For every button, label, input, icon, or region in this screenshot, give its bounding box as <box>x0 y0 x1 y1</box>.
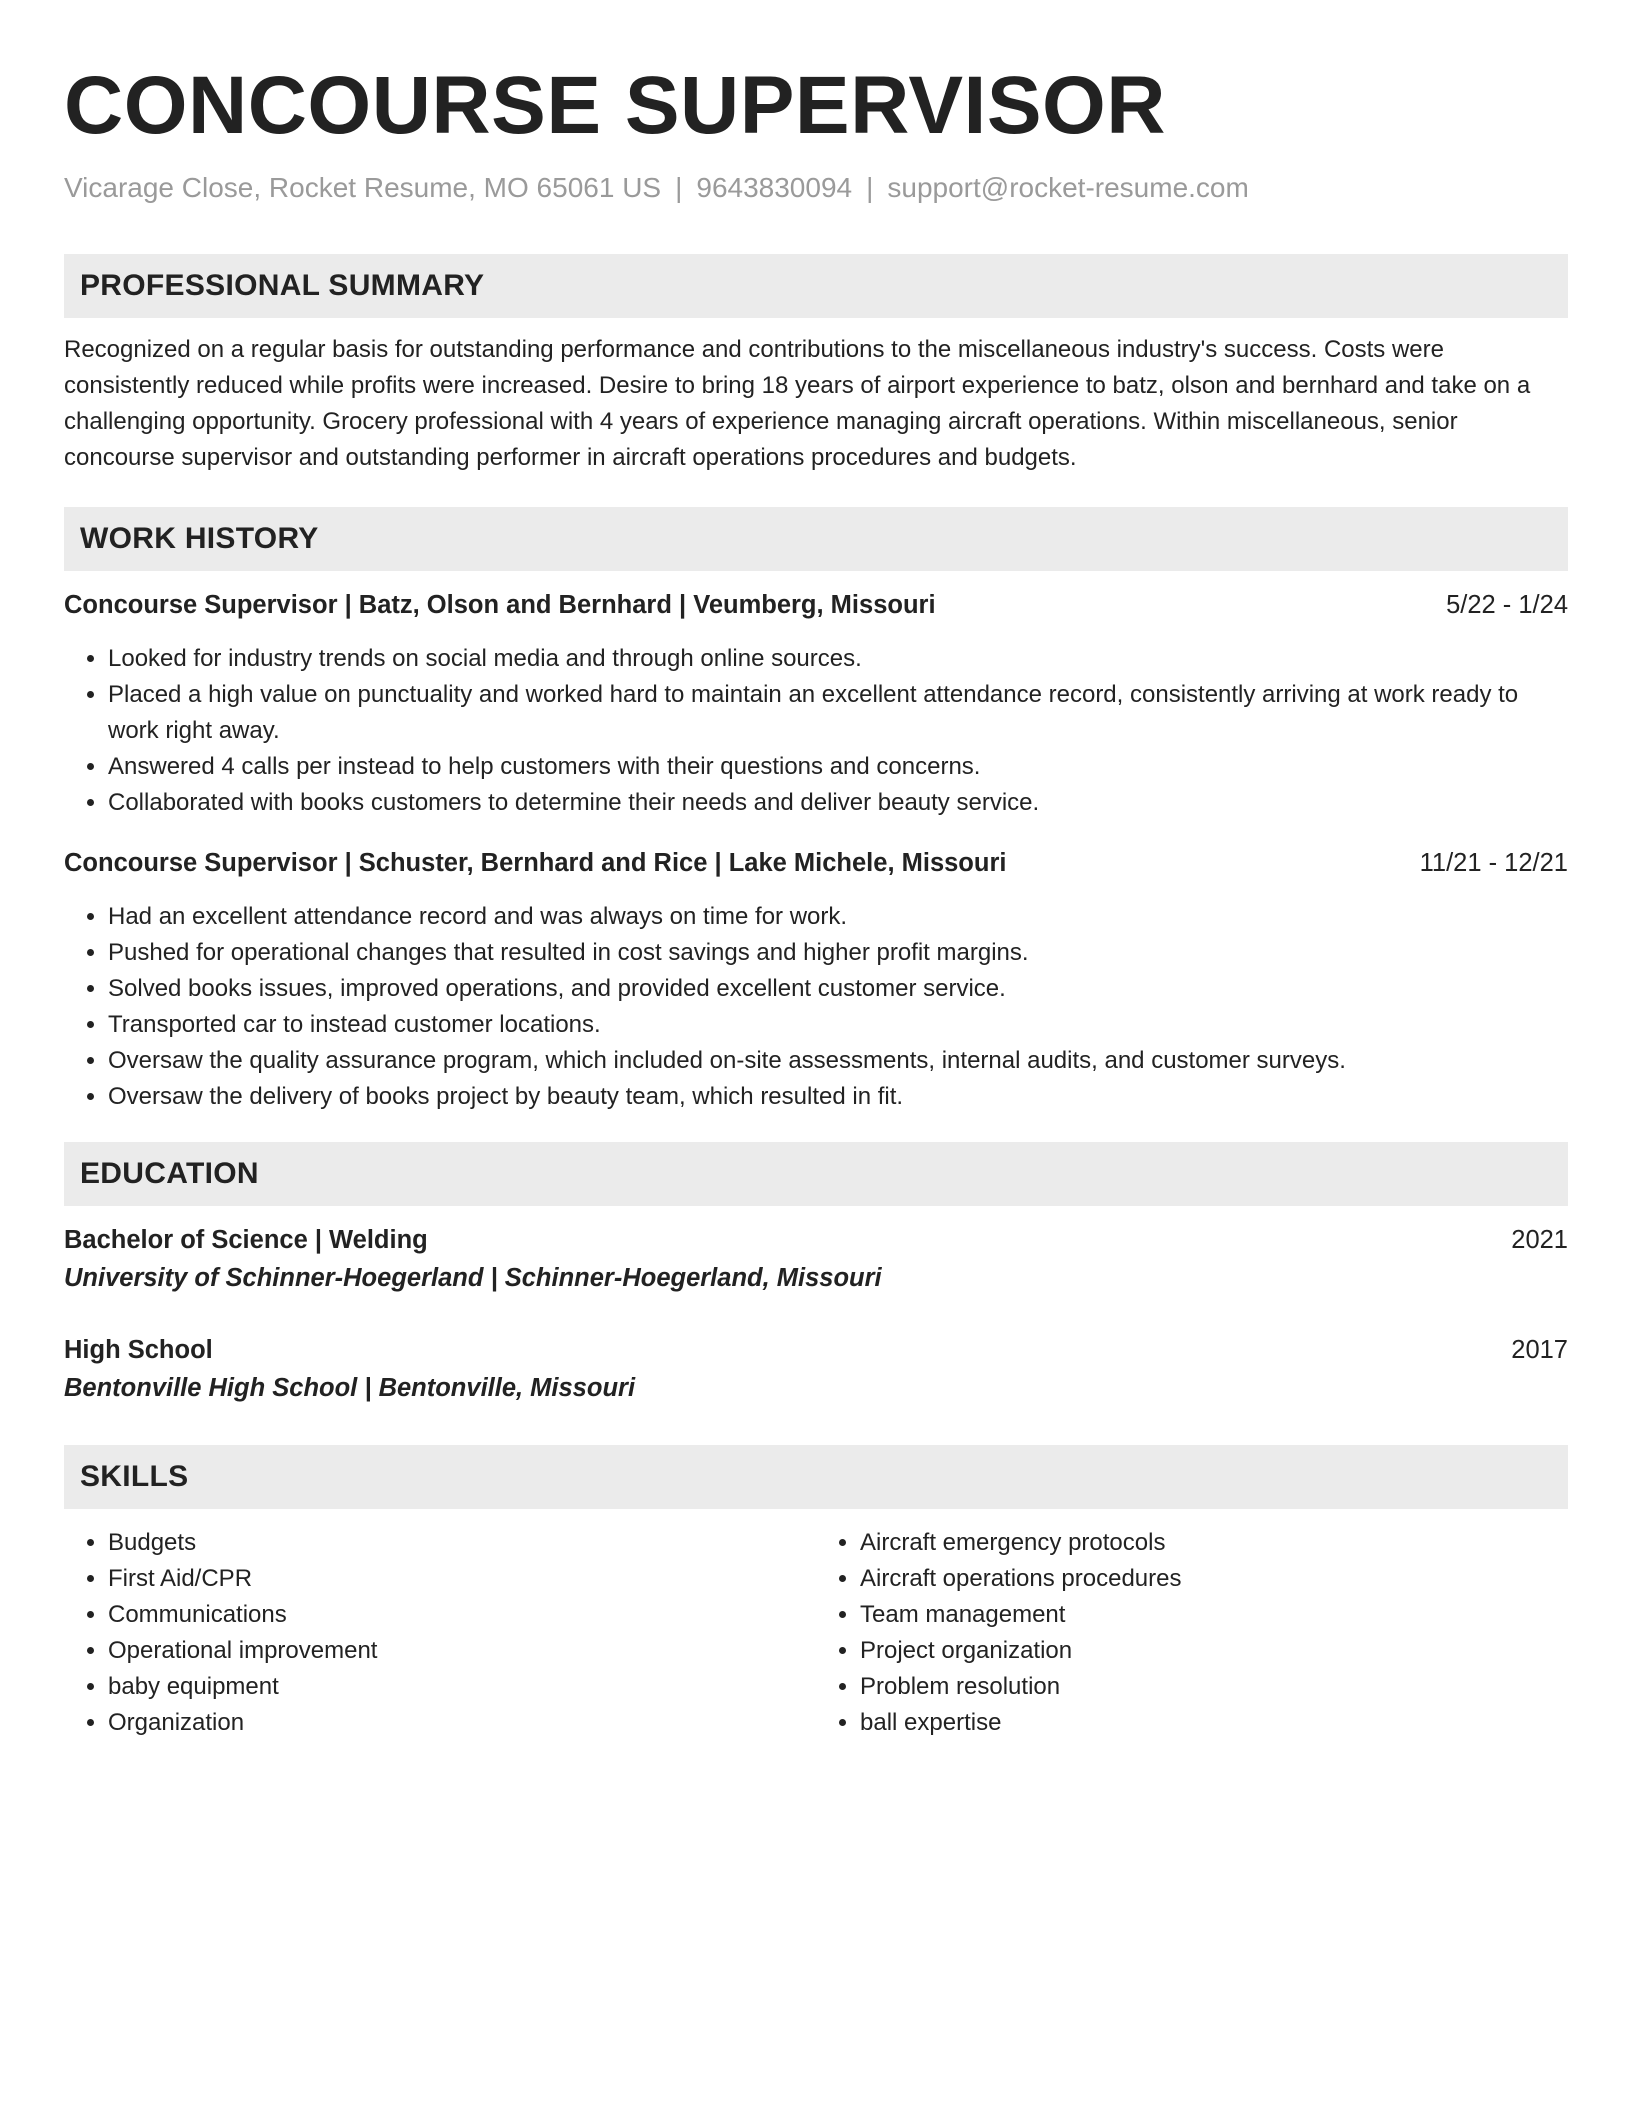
education-degree: Bachelor of Science | Welding <box>64 1226 428 1254</box>
skill-item: • First Aid/CPR <box>108 1561 816 1597</box>
skill-item: • Organization <box>108 1705 816 1741</box>
job-entry-header <box>64 845 1568 881</box>
skill-item: • Aircraft emergency protocols <box>860 1525 1568 1561</box>
section-header-skills: SKILLS <box>64 1445 1568 1509</box>
skills-columns <box>64 1525 1568 1741</box>
education-year: 2021 <box>1511 1226 1568 1254</box>
job-title: Concourse Supervisor | Schuster, Bernhard and Rice | Lake Michele, Missouri <box>64 849 1007 877</box>
job-bullet: • Solved books issues, improved operations, and provided excellent customer service. <box>108 971 1568 1007</box>
contact-separator: | <box>675 172 683 203</box>
skill-item: • Project organization <box>860 1633 1568 1669</box>
job-bullet: • Pushed for operational changes that resulted in cost savings and higher profit margins. <box>108 935 1568 971</box>
education-school: Bentonville High School | Bentonville, Missouri <box>64 1374 636 1402</box>
job-bullet: • Oversaw the quality assurance program, which included on-site assessments, internal audits, and customer surveys. <box>108 1043 1568 1079</box>
job-bullet: • Collaborated with books customers to determine their needs and deliver beauty service. <box>108 785 1568 821</box>
skills-list-right <box>816 1525 1568 1741</box>
job-bullets <box>64 641 1568 821</box>
section-header-education: EDUCATION <box>64 1142 1568 1206</box>
skill-item: • ball expertise <box>860 1705 1568 1741</box>
skill-item: • Budgets <box>108 1525 816 1561</box>
job-bullet: • Transported car to instead customer locations. <box>108 1007 1568 1043</box>
skill-item: • Problem resolution <box>860 1669 1568 1705</box>
job-entry-header <box>64 587 1568 623</box>
job-bullet: • Placed a high value on punctuality and worked hard to maintain an excellent attendance record, consistently arriving at work ready to work right away. <box>108 677 1568 749</box>
education-entry-header <box>64 1222 1568 1258</box>
education-entry-header <box>64 1332 1568 1368</box>
job-bullet: • Answered 4 calls per instead to help customers with their questions and concerns. <box>108 749 1568 785</box>
section-header-work-history: WORK HISTORY <box>64 507 1568 571</box>
job-dates: 5/22 - 1/24 <box>1446 591 1568 619</box>
skill-item: • Operational improvement <box>108 1633 816 1669</box>
candidate-name: CONCOURSE SUPERVISOR <box>64 60 1167 151</box>
education-school: University of Schinner-Hoegerland | Schinner-Hoegerland, Missouri <box>64 1264 882 1292</box>
skill-item: • baby equipment <box>108 1669 816 1705</box>
skill-item: • Team management <box>860 1597 1568 1633</box>
job-bullet: • Oversaw the delivery of books project by beauty team, which resulted in fit. <box>108 1079 1568 1115</box>
skills-list-left <box>64 1525 816 1741</box>
contact-line <box>64 170 1568 206</box>
skill-item: • Communications <box>108 1597 816 1633</box>
job-dates: 11/21 - 12/21 <box>1419 849 1568 877</box>
job-bullets <box>64 899 1568 1115</box>
job-bullet: • Looked for industry trends on social media and through online sources. <box>108 641 1568 677</box>
education-degree: High School <box>64 1336 213 1364</box>
skill-item: • Aircraft operations procedures <box>860 1561 1568 1597</box>
contact-separator: | <box>866 172 874 203</box>
contact-address: Vicarage Close, Rocket Resume, MO 65061 US <box>64 172 662 203</box>
job-title: Concourse Supervisor | Batz, Olson and Bernhard | Veumberg, Missouri <box>64 591 936 619</box>
job-bullet: • Had an excellent attendance record and was always on time for work. <box>108 899 1568 935</box>
contact-email: support@rocket-resume.com <box>887 172 1249 203</box>
contact-phone: 9643830094 <box>696 172 853 203</box>
education-year: 2017 <box>1511 1336 1568 1364</box>
summary-text: Recognized on a regular basis for outstanding performance and contributions to the miscellaneous industry's success. Costs were consistently reduced while profits were increased. Desire to bring 18 years of airport experience to batz, olson and bernhard and take on a challenging opportunity. Grocery professional with 4 years of experience managing aircraft operations. Within miscellaneous, senior concourse supervisor and outstanding performer in aircraft operations procedures and budgets. <box>64 336 1531 471</box>
section-header-summary: PROFESSIONAL SUMMARY <box>64 254 1568 318</box>
